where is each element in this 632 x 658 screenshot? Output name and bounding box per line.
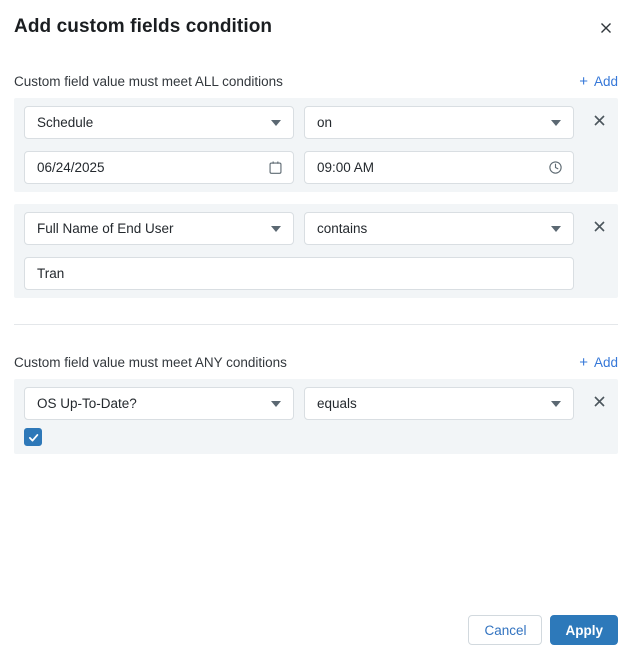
dialog-footer [468, 615, 618, 645]
field-select-value: Full Name of End User [37, 221, 174, 236]
condition-row [24, 257, 574, 290]
date-input[interactable] [24, 151, 294, 184]
cancel-button[interactable]: Cancel [468, 615, 542, 645]
any-add-button[interactable] [579, 355, 618, 370]
operator-select-value: on [317, 115, 333, 130]
condition-row [24, 212, 574, 245]
chevron-down-icon [271, 120, 281, 126]
apply-button[interactable]: Apply [550, 615, 618, 645]
checkbox-os-up-to-date[interactable] [24, 428, 42, 446]
checkmark-icon [27, 431, 40, 444]
dialog-header [14, 16, 618, 38]
plus-icon: + [579, 354, 588, 371]
condition-row [24, 151, 574, 184]
section-divider [14, 324, 618, 325]
operator-select-equals[interactable] [304, 387, 574, 420]
operator-select-contains[interactable] [304, 212, 574, 245]
add-label: Add [593, 74, 618, 89]
time-input[interactable] [304, 151, 574, 184]
condition-row [24, 106, 574, 139]
field-select-schedule[interactable] [24, 106, 294, 139]
any-conditions-header [14, 354, 618, 371]
chevron-down-icon [551, 120, 561, 126]
time-input-wrap [304, 151, 574, 184]
operator-select-value: equals [317, 396, 357, 411]
field-select-full-name[interactable] [24, 212, 294, 245]
condition-group-full-name [14, 204, 618, 298]
close-button[interactable] [596, 18, 616, 38]
remove-icon [593, 395, 606, 408]
any-conditions-label: Custom field value must meet ANY conditions [14, 355, 287, 370]
remove-condition-button[interactable] [588, 109, 610, 131]
condition-row [24, 387, 574, 420]
chevron-down-icon [551, 226, 561, 232]
chevron-down-icon [551, 401, 561, 407]
all-conditions-label: Custom field value must meet ALL conditions [14, 74, 283, 89]
condition-group-schedule [14, 98, 618, 192]
remove-condition-button[interactable] [588, 215, 610, 237]
value-input[interactable] [24, 257, 574, 290]
dialog-title: Add custom fields condition [14, 16, 273, 37]
all-conditions-header [14, 73, 618, 90]
plus-icon: + [579, 73, 588, 90]
remove-icon [593, 114, 606, 127]
field-select-value: OS Up-To-Date? [37, 396, 137, 411]
condition-group-os-up-to-date [14, 379, 618, 454]
chevron-down-icon [271, 401, 281, 407]
all-add-button[interactable] [579, 74, 618, 89]
remove-icon [593, 220, 606, 233]
operator-select-value: contains [317, 221, 368, 236]
field-select-os-up-to-date[interactable] [24, 387, 294, 420]
operator-select-on[interactable] [304, 106, 574, 139]
chevron-down-icon [271, 226, 281, 232]
close-icon [600, 22, 612, 34]
field-select-value: Schedule [37, 115, 94, 130]
date-input-wrap [24, 151, 294, 184]
add-label: Add [593, 355, 618, 370]
remove-condition-button[interactable] [588, 390, 610, 412]
